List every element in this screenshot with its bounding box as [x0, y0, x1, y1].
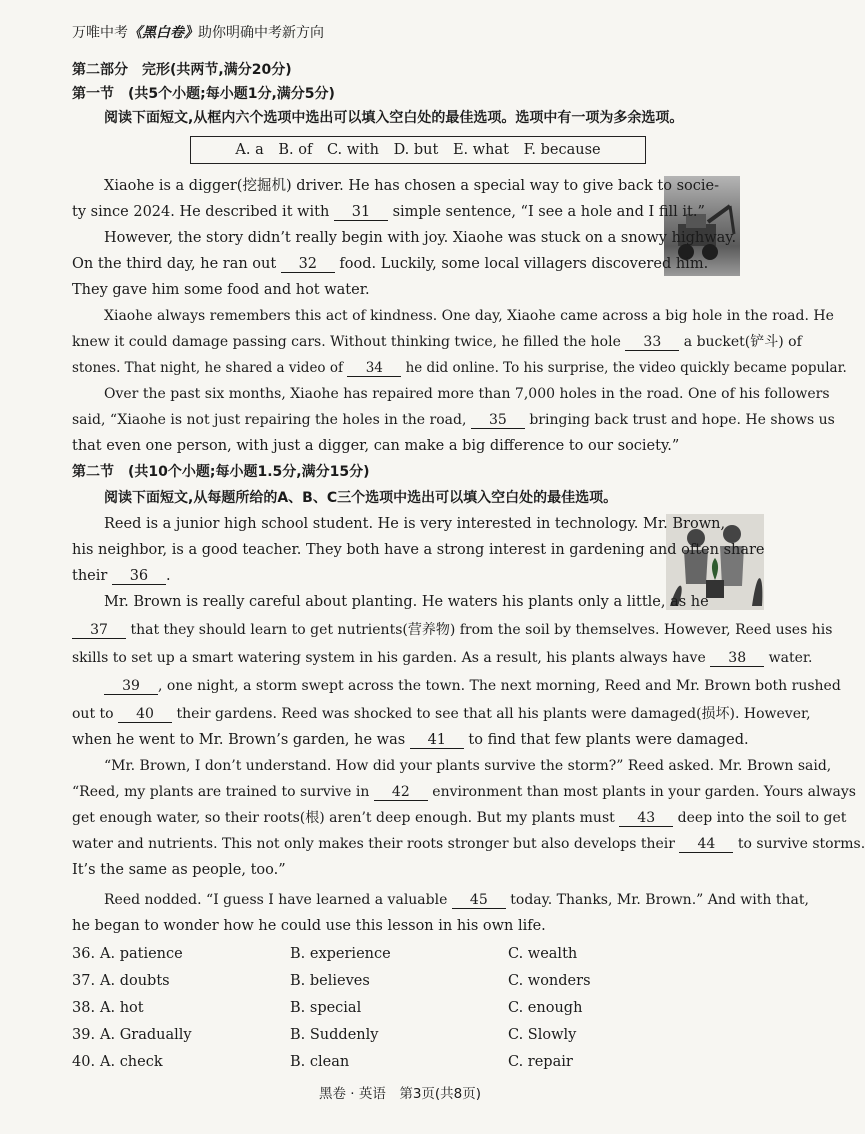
section1-title: 第一节 (共5个小题;每小题1分,满分5分): [72, 86, 335, 102]
option: B. of: [278, 142, 313, 158]
choice-number: 36.: [72, 946, 96, 962]
passage1-line: ty since 2024. He described it with 31 simple sentence, “I see a hole and I fill it.”: [72, 204, 705, 220]
header-prefix: 万唯中考: [72, 25, 128, 41]
blank-34[interactable]: 34: [347, 360, 401, 377]
passage2-line: get enough water, so their roots(根) aren’t deep enough. But my plants must 43 deep into the soil to get: [72, 810, 847, 826]
section2-instruction: 阅读下面短文,从每题所给的A、B、C三个选项中选出可以填入空白处的最佳选项。: [104, 490, 618, 506]
blank-42[interactable]: 42: [374, 784, 428, 801]
choice-b[interactable]: B. special: [290, 1000, 362, 1016]
choice-b[interactable]: B. believes: [290, 973, 370, 989]
passage1-line: Xiaohe is a digger(挖掘机) driver. He has chosen a special way to give back to socie-: [104, 178, 719, 194]
passage2-line: he began to wonder how he could use this lesson in his own life.: [72, 918, 546, 934]
passage1-line: stones. That night, he shared a video of 34 he did online. To his surprise, the video quickly became popular.: [72, 360, 847, 376]
blank-41[interactable]: 41: [410, 732, 464, 749]
blank-45[interactable]: 45: [452, 892, 506, 909]
passage1-line: Xiaohe always remembers this act of kindness. One day, Xiaohe came across a big hole in the road. He: [104, 308, 834, 324]
passage2-line: skills to set up a smart watering system in his garden. As a result, his plants always have 38 water.: [72, 650, 813, 666]
passage2-line: out to 40 their gardens. Reed was shocked to see that all his plants were damaged(损坏). However,: [72, 706, 811, 722]
choice-a[interactable]: A. doubts: [100, 973, 170, 989]
passage2-line: “Mr. Brown, I don’t understand. How did your plants survive the storm?” Reed asked. Mr. Brown said,: [104, 758, 832, 774]
passage1-line: However, the story didn’t really begin with joy. Xiaohe was stuck on a snowy highway.: [104, 230, 737, 246]
choice-number: 39.: [72, 1027, 96, 1043]
blank-44[interactable]: 44: [679, 836, 733, 853]
passage2-line: It’s the same as people, too.”: [72, 862, 286, 878]
passage2-line: when he went to Mr. Brown’s garden, he was 41 to find that few plants were damaged.: [72, 732, 749, 748]
blank-36[interactable]: 36: [112, 568, 166, 585]
passage2-line: Mr. Brown is really careful about planting. He waters his plants only a little, as he: [104, 594, 709, 610]
choice-c[interactable]: C. enough: [508, 1000, 583, 1016]
passage2-line: water and nutrients. This not only makes their roots stronger but also develops their 44 to survive storms.: [72, 836, 865, 852]
passage2-line: Reed is a junior high school student. He is very interested in technology. Mr. Brown,: [104, 516, 726, 532]
choice-b[interactable]: B. clean: [290, 1054, 350, 1070]
choice-b[interactable]: B. Suddenly: [290, 1027, 379, 1043]
blank-37[interactable]: 37: [72, 622, 126, 639]
page-header: [72, 22, 324, 42]
header-brand: 《黑白卷》: [128, 25, 198, 41]
passage2-line: their 36 .: [72, 568, 171, 584]
option: A. a: [235, 142, 264, 158]
passage2-line: 39 , one night, a storm swept across the town. The next morning, Reed and Mr. Brown both rushed: [104, 676, 841, 696]
passage1-line: knew it could damage passing cars. Without thinking twice, he filled the hole 33 a bucket(铲斗) of: [72, 334, 802, 350]
section1-instruction: 阅读下面短文,从框内六个选项中选出可以填入空白处的最佳选项。选项中有一项为多余选项。: [104, 110, 684, 126]
option: D. but: [393, 142, 439, 158]
choice-a[interactable]: A. hot: [100, 1000, 144, 1016]
option: C. with: [326, 142, 379, 158]
blank-40[interactable]: 40: [118, 706, 172, 723]
blank-31[interactable]: 31: [334, 204, 388, 221]
choice-number: 38.: [72, 1000, 96, 1016]
passage1-line: that even one person, with just a digger, can make a big difference to our society.”: [72, 438, 680, 454]
section2-title: 第二节 (共10个小题;每小题1.5分,满分15分): [72, 464, 370, 480]
options-box: [190, 136, 646, 164]
blank-35[interactable]: 35: [471, 412, 525, 429]
passage2-line: Reed nodded. “I guess I have learned a valuable 45 today. Thanks, Mr. Brown.” And with that,: [104, 892, 809, 908]
passage2-line: his neighbor, is a good teacher. They both have a strong interest in gardening and often share: [72, 542, 765, 558]
choice-number: 37.: [72, 973, 96, 989]
passage2-line: “Reed, my plants are trained to survive in 42 environment than most plants in your garden. Yours always: [72, 784, 856, 800]
passage1-line: On the third day, he ran out 32 food. Luckily, some local villagers discovered him.: [72, 256, 709, 272]
blank-39[interactable]: 39: [104, 678, 158, 695]
blank-43[interactable]: 43: [619, 810, 673, 827]
choice-c[interactable]: C. repair: [508, 1054, 573, 1070]
choice-a[interactable]: A. patience: [100, 946, 183, 962]
passage1-line: They gave him some food and hot water.: [72, 282, 370, 298]
blank-33[interactable]: 33: [625, 334, 679, 351]
choice-a[interactable]: A. Gradually: [100, 1027, 192, 1043]
choice-c[interactable]: C. wealth: [508, 946, 578, 962]
blank-38[interactable]: 38: [710, 650, 764, 667]
part-title: 第二部分 完形(共两节,满分20分): [72, 62, 292, 78]
passage2-line: 37 that they should learn to get nutrients(营养物) from the soil by themselves. However, Reed uses his: [72, 620, 832, 640]
choice-b[interactable]: B. experience: [290, 946, 391, 962]
choice-number: 40.: [72, 1054, 96, 1070]
choice-c[interactable]: C. wonders: [508, 973, 591, 989]
choice-c[interactable]: C. Slowly: [508, 1027, 577, 1043]
page-footer: 黑卷 · 英语 第3页(共8页): [318, 1086, 482, 1102]
choice-a[interactable]: A. check: [100, 1054, 163, 1070]
passage1-line: said, “Xiaohe is not just repairing the holes in the road, 35 bringing back trust and hope. He shows us: [72, 412, 835, 428]
passage1-line: Over the past six months, Xiaohe has repaired more than 7,000 holes in the road. One of his followers: [104, 386, 830, 402]
header-suffix: 助你明确中考新方向: [198, 25, 324, 41]
option: F. because: [523, 142, 601, 158]
option: E. what: [452, 142, 509, 158]
blank-32[interactable]: 32: [281, 256, 335, 273]
